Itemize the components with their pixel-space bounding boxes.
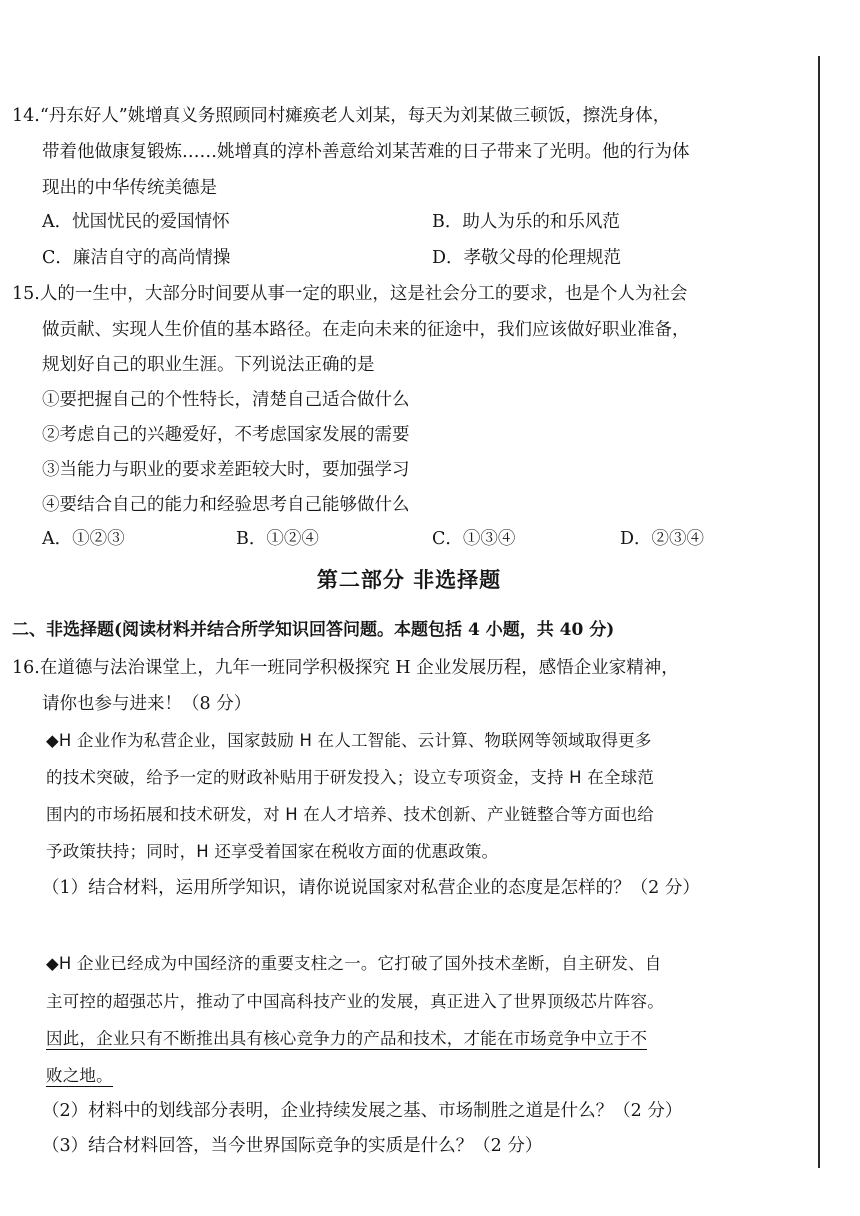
question-14-option-b: B．助人为乐的和乐风范 [432,212,620,232]
part-two-title: 第二部分 非选择题 [316,567,502,592]
question-16-sub-2: （2）材料中的划线部分表明，企业持续发展之基、市场制胜之道是什么？（2 分） [42,1101,683,1121]
material-2-line-1: ◆H 企业已经成为中国经济的重要支柱之一。它打破了国外技术垄断，自主研发、自 [46,954,662,973]
material-1-line-1: ◆H 企业作为私营企业，国家鼓励 H 在人工智能、云计算、物联网等领域取得更多 [46,731,652,750]
material-2-underlined-line-2: 败之地。 [46,1066,113,1085]
material-1-line-4: 予政策扶持；同时，H 还享受着国家在税收方面的优惠政策。 [46,842,499,861]
question-14-option-d: D．孝敬父母的伦理规范 [432,248,622,268]
material-2-line-2: 主可控的超强芯片，推动了中国高科技产业的发展，真正进入了世界顶级芯片阵容。 [46,992,664,1011]
question-15-statement-4: ④要结合自己的能力和经验思考自己能够做什么 [42,495,410,515]
material-1-line-3: 围内的市场拓展和技术研发，对 H 在人才培养、技术创新、产业链整合等方面也给 [46,805,654,824]
question-16-sub-3: （3）结合材料回答，当今世界国际竞争的实质是什么？（2 分） [42,1136,543,1156]
question-15-line-1: 人的一生中，大部分时间要从事一定的职业，这是社会分工的要求，也是个人为社会 [39,284,688,304]
question-15-option-c: C．①③④ [432,529,516,549]
question-14-option-a: A．忧国忧民的爱国情怀 [42,212,230,232]
part-two-heading: 二、非选择题(阅读材料并结合所学知识回答问题。本题包括 4 小题，共 40 分) [12,620,615,640]
question-15-option-b: B．①②④ [236,529,319,549]
question-16-number: 16. [12,658,40,678]
question-14-line-2: 带着他做康复锻炼……姚增真的淳朴善意给刘某苦难的日子带来了光明。他的行为体 [42,142,690,162]
question-14-line-1: “丹东好人”姚增真义务照顾同村瘫痪老人刘某，每天为刘某做三顿饭，擦洗身体， [39,106,671,126]
question-14-option-c: C．廉洁自守的高尚情操 [42,248,231,268]
question-15-statement-2: ②考虑自己的兴趣爱好，不考虑国家发展的需要 [42,425,410,445]
material-2-underlined-line-1: 因此，企业只有不断推出具有核心竞争力的产品和技术，才能在市场竞争中立于不 [46,1029,648,1048]
question-15-option-a: A．①②③ [42,529,125,549]
question-15-statement-3: ③当能力与职业的要求差距较大时，要加强学习 [42,460,410,480]
question-14-line-3: 现出的中华传统美德是 [42,178,217,198]
question-15-statement-1: ①要把握自己的个性特长，清楚自己适合做什么 [42,390,410,410]
question-14-number: 14. [12,106,40,126]
question-15-option-d: D．②③④ [620,529,705,549]
question-16-line-1: 在道德与法治课堂上，九年一班同学积极探究 H 企业发展历程，感悟企业家精神， [39,658,679,678]
material-1-line-2: 的技术突破，给予一定的财政补贴用于研发投入；设立专项资金，支持 H 在全球范 [46,768,654,787]
question-16-sub-1: （1）结合材料，运用所学知识，请你说说国家对私营企业的态度是怎样的？（2 分） [42,878,700,898]
question-15-number: 15. [12,284,40,304]
page-edge-line [818,56,820,1168]
question-16-line-2: 请你也参与进来！（8 分） [42,694,252,714]
question-15-line-3: 规划好自己的职业生涯。下列说法正确的是 [42,355,375,375]
question-15-line-2: 做贡献、实现人生价值的基本路径。在走向未来的征途中，我们应该做好职业准备， [42,320,690,340]
